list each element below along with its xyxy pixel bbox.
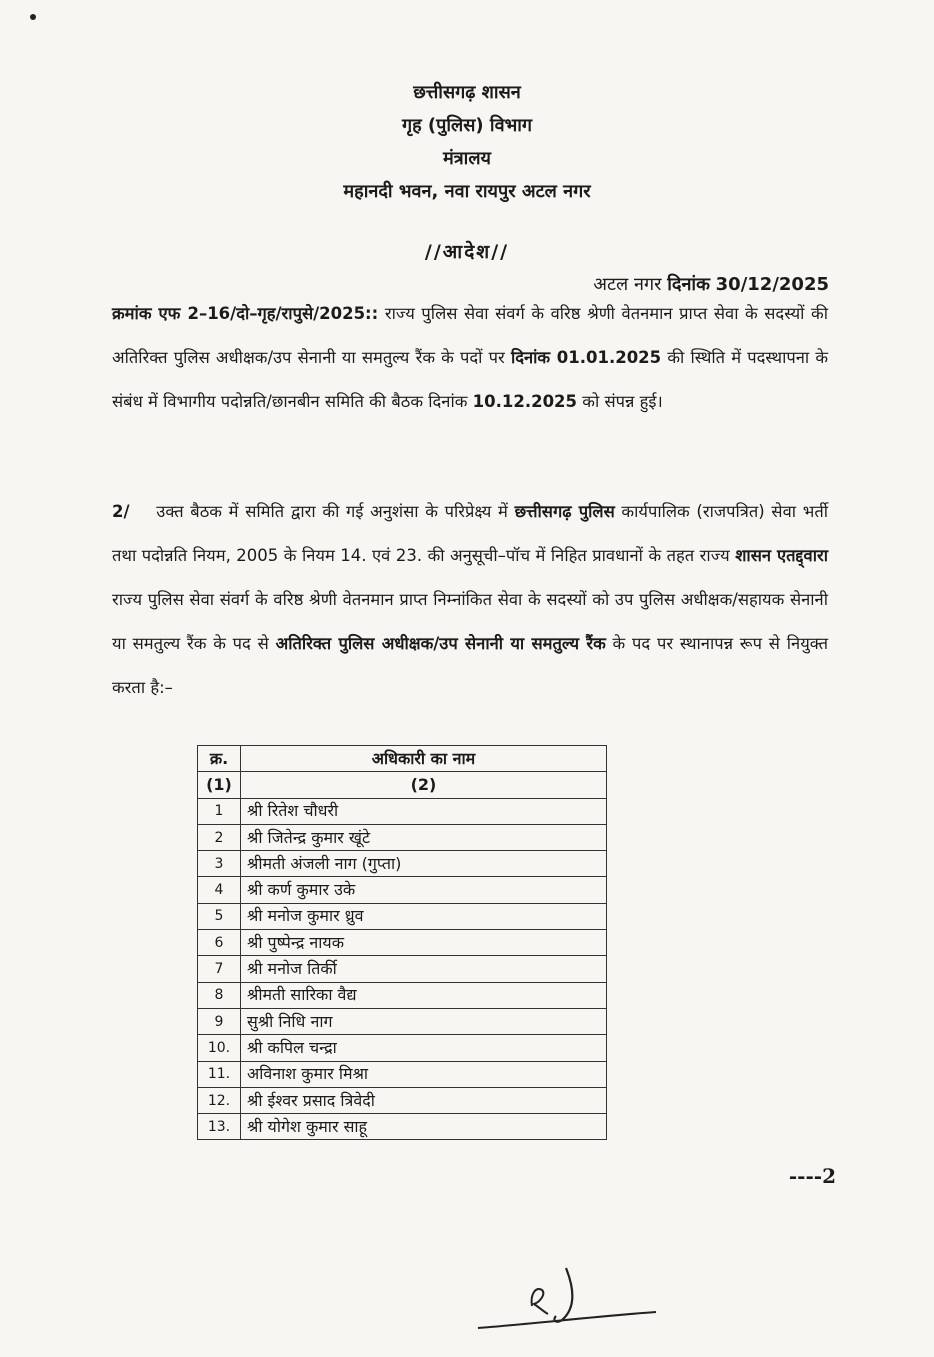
sub-name: (2) [241, 772, 607, 798]
row-officer-name: श्री ईश्वर प्रसाद त्रिवेदी [241, 1087, 607, 1113]
next-page-marker: ----2 [788, 1164, 836, 1188]
table-row [198, 1087, 607, 1113]
row-officer-name: श्रीमती सारिका वैद्य [241, 982, 607, 1008]
para2-number: 2/ [112, 502, 130, 521]
para2-text-d: के पद पर स्थानापन्न रूप से नियुक्त करता है:– [112, 634, 829, 697]
table-subheader-row [198, 772, 607, 798]
row-serial: 11. [198, 1061, 241, 1087]
para2-bold-b: शासन एतद्द्वारा [735, 546, 828, 565]
address: महानदी भवन, नवा रायपुर अटल नगर [343, 181, 591, 202]
officers-table [197, 745, 607, 1140]
row-serial: 8 [198, 982, 241, 1008]
row-serial: 13. [198, 1114, 241, 1140]
col-serial: क्र. [198, 746, 241, 772]
row-officer-name: श्री मनोज कुमार ध्रुव [241, 903, 607, 929]
table-row [198, 1008, 607, 1034]
ink-dot [30, 14, 36, 20]
para1-text-c: को संपन्न हुई। [577, 392, 663, 411]
row-officer-name: श्रीमती अंजली नाग (गुप्ता) [241, 851, 607, 877]
table-row [198, 824, 607, 850]
order-reference: क्रमांक एफ 2–16/दो–गृह/रापुसे/2025:: [112, 304, 379, 323]
table-row [198, 877, 607, 903]
sub-serial: (1) [198, 772, 241, 798]
place: अटल नगर [593, 274, 662, 295]
row-officer-name: श्री कपिल चन्द्रा [241, 1035, 607, 1061]
table-row [198, 956, 607, 982]
row-officer-name: श्री पुष्पेन्द्र नायक [241, 930, 607, 956]
table-row [198, 851, 607, 877]
table-row [198, 903, 607, 929]
table-row [198, 1035, 607, 1061]
row-serial: 3 [198, 851, 241, 877]
table-row [198, 798, 607, 824]
table-row [198, 930, 607, 956]
para2-bold-a: छत्तीसगढ़ पुलिस [514, 502, 615, 521]
table-row [198, 982, 607, 1008]
row-officer-name: श्री योगेश कुमार साहू [241, 1114, 607, 1140]
effective-date: दिनांक 01.01.2025 [510, 348, 662, 367]
row-officer-name: श्री मनोज तिर्की [241, 956, 607, 982]
paragraph-1 [112, 292, 828, 424]
row-serial: 4 [198, 877, 241, 903]
department-name: गृह (पुलिस) विभाग [401, 115, 533, 136]
row-serial: 2 [198, 824, 241, 850]
para2-text-b: कार्यपालिक (राजपत्रित) सेवा भर्ती तथा पदोन्नति नियम, 2005 के नियम 14. एवं 23. की अनुसूची–पॉच में निहित प्रावधानों के तहत राज्य [112, 502, 828, 565]
para2-bold-c: अतिरिक्त पुलिस अधीक्षक/उप सेनानी या समतुल्य रैंक [275, 634, 606, 653]
row-officer-name: अविनाश कुमार मिश्रा [241, 1061, 607, 1087]
govt-name: छत्तीसगढ़ शासन [413, 82, 521, 103]
row-serial: 9 [198, 1008, 241, 1034]
para2-text-a: उक्त बैठक में समिति द्वारा की गई अनुशंसा के परिप्रेक्ष्य में [129, 502, 515, 521]
order-date: 30/12/2025 [715, 274, 829, 295]
letterhead [0, 76, 934, 208]
row-serial: 12. [198, 1087, 241, 1113]
table-header-row [198, 746, 607, 772]
row-officer-name: सुश्री निधि नाग [241, 1008, 607, 1034]
order-title: //आदेश// [424, 241, 510, 263]
paragraph-2 [112, 490, 828, 710]
meeting-date: 10.12.2025 [472, 392, 578, 411]
date-label: दिनांक [667, 274, 710, 295]
row-serial: 6 [198, 930, 241, 956]
ministry: मंत्रालय [442, 148, 491, 169]
row-serial: 1 [198, 798, 241, 824]
signature [470, 1258, 670, 1338]
table-row [198, 1061, 607, 1087]
row-officer-name: श्री रितेश चौधरी [241, 798, 607, 824]
row-serial: 10. [198, 1035, 241, 1061]
para2-text-c: राज्य पुलिस सेवा संवर्ग के वरिष्ठ श्रेणी वेतनमान प्राप्त निम्नांकित सेवा के सदस्यों को उप पुलिस अधीक्षक/सहायक सेनानी या समतुल्य रैंक के पद से [112, 590, 828, 653]
para1-text-b: की स्थिति में पदस्थापना के संबंध में विभागीय पदोन्नति/छानबीन समिति की बैठक दिनांक [112, 348, 829, 411]
para1-text-a: राज्य पुलिस सेवा संवर्ग के वरिष्ठ श्रेणी वेतनमान प्राप्त सेवा के सदस्यों की अतिरिक्त पुलिस अधीक्षक/उप सेनानी या समतुल्य रैंक के पदों पर [112, 304, 828, 367]
table-row [198, 1114, 607, 1140]
row-serial: 5 [198, 903, 241, 929]
row-serial: 7 [198, 956, 241, 982]
row-officer-name: श्री कर्ण कुमार उके [241, 877, 607, 903]
col-officer-name: अधिकारी का नाम [241, 746, 607, 772]
row-officer-name: श्री जितेन्द्र कुमार खूंटे [241, 824, 607, 850]
